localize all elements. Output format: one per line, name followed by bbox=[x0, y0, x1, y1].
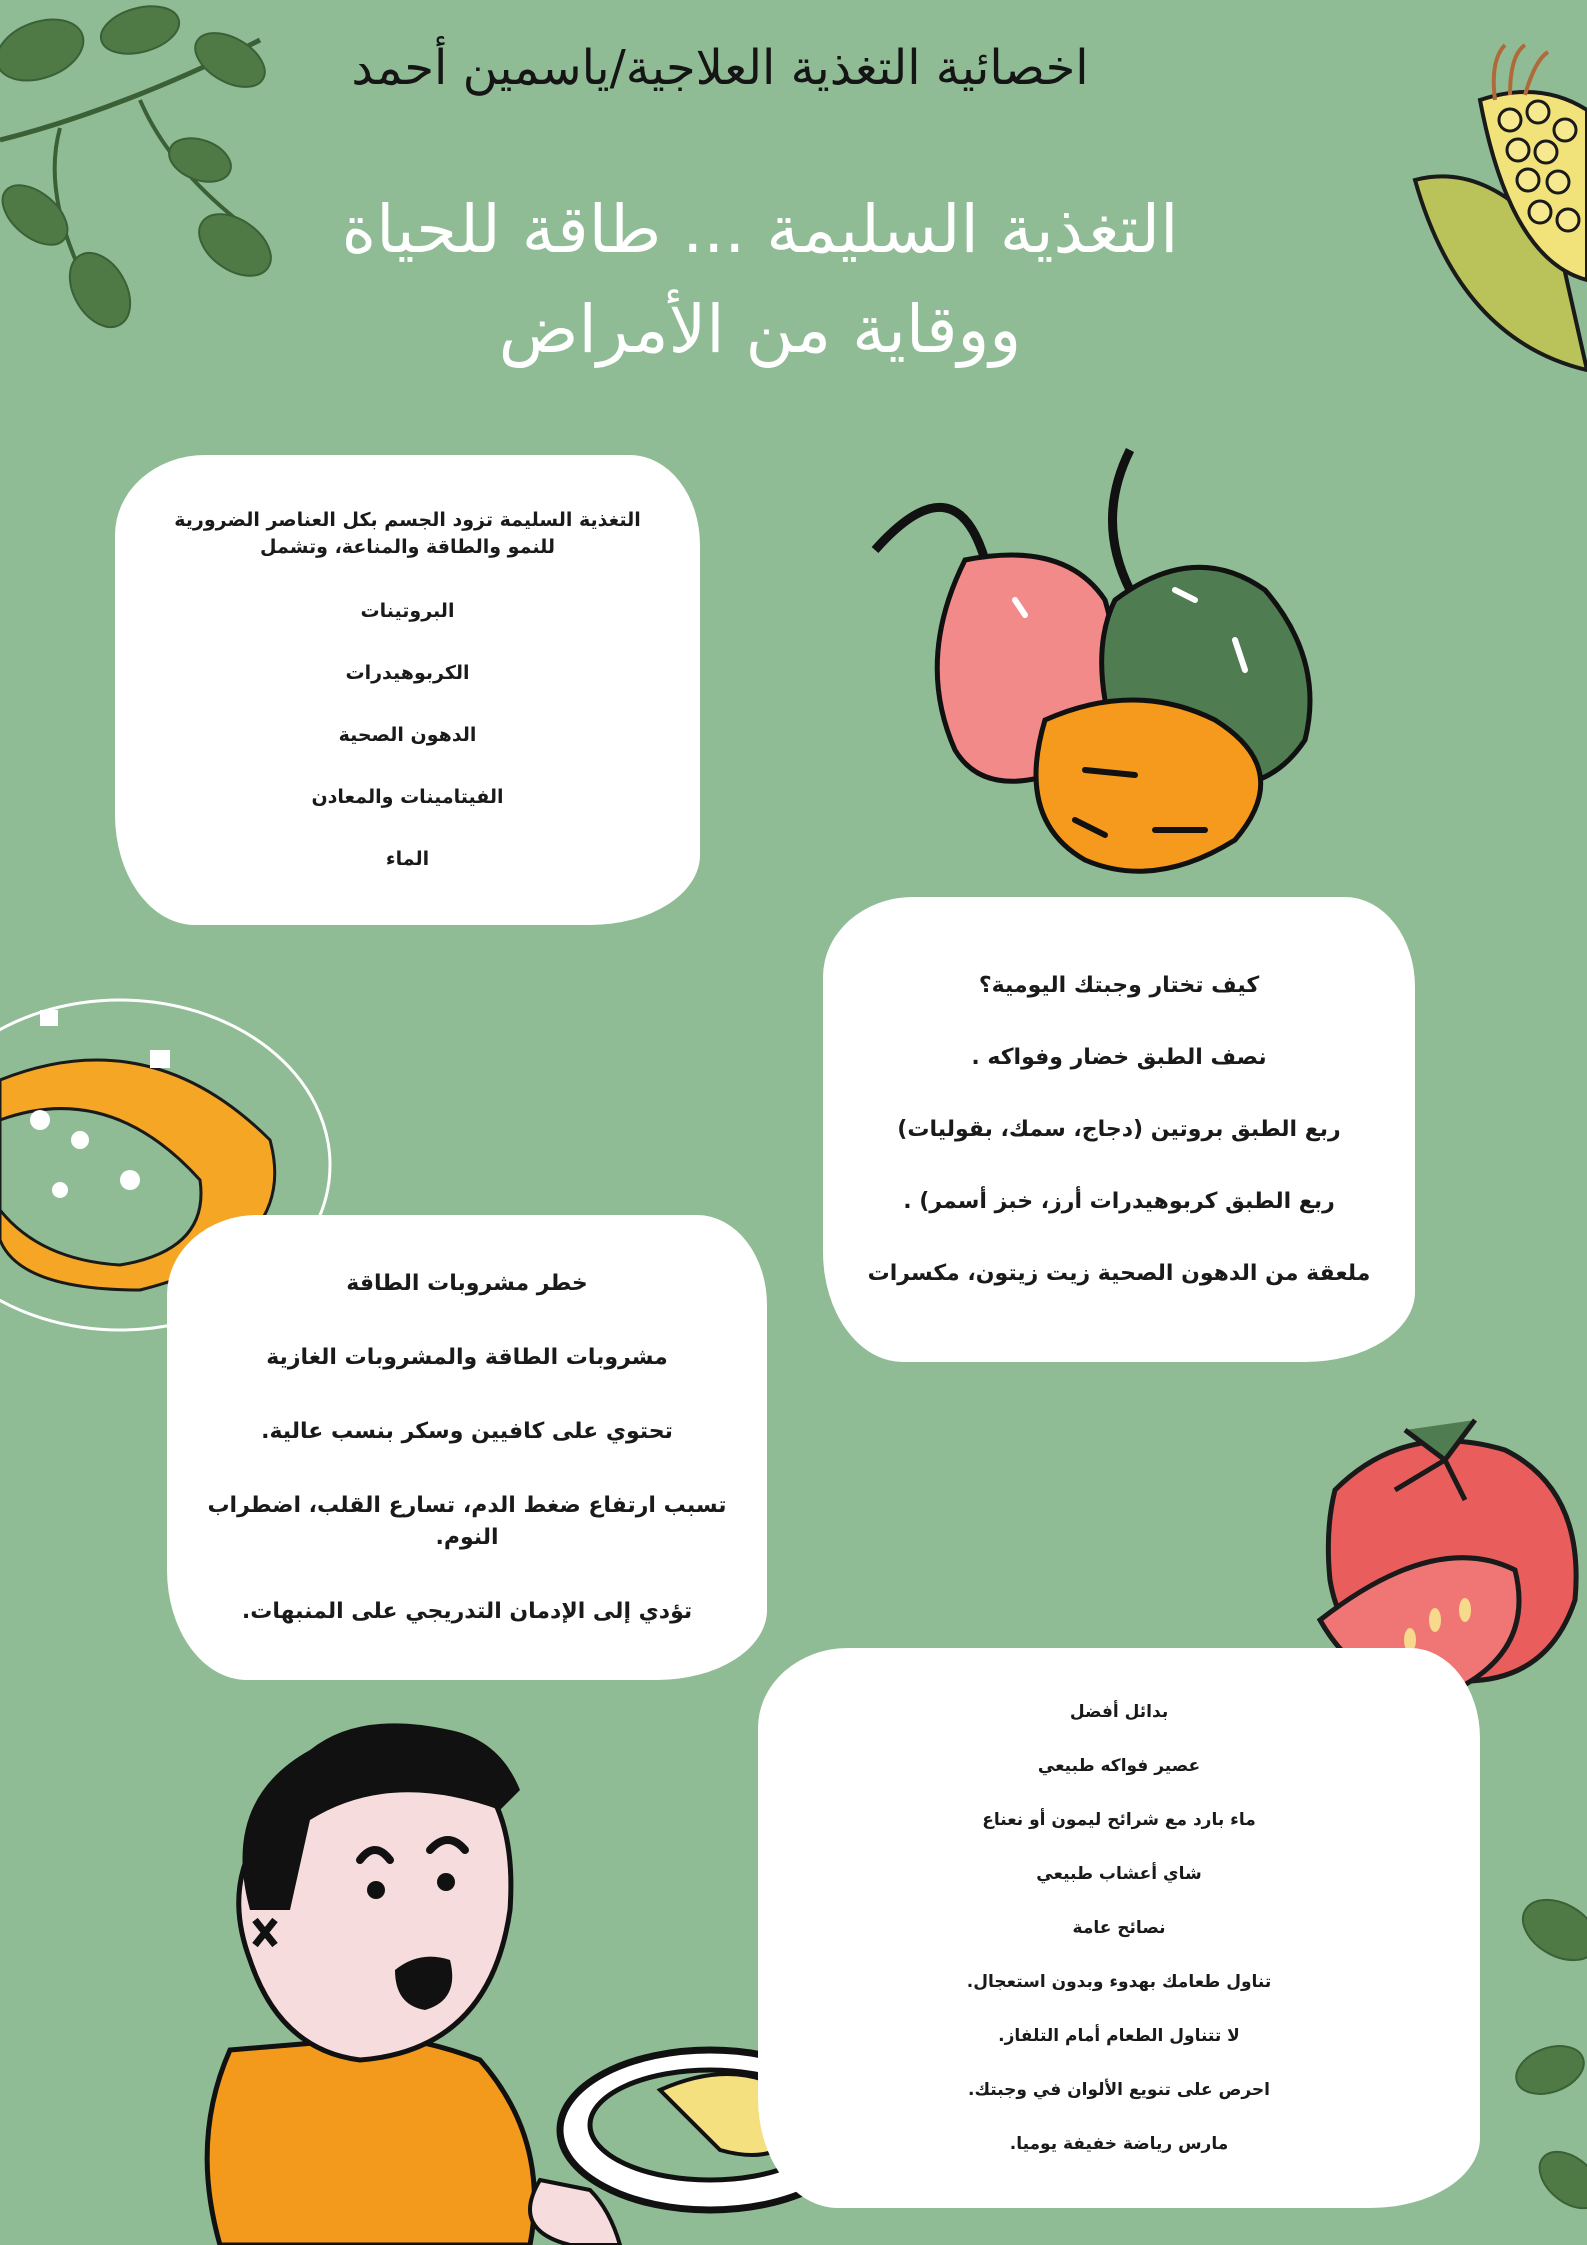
daily-meal-card bbox=[823, 897, 1415, 1362]
bell-peppers-icon bbox=[835, 440, 1415, 900]
energy-drinks-heading: خطر مشروبات الطاقة bbox=[346, 1270, 588, 1296]
list-item: لا تتناول الطعام أمام التلفاز. bbox=[998, 2026, 1240, 2046]
page-title bbox=[260, 180, 1260, 380]
tips-card bbox=[758, 1648, 1480, 2208]
herb-leaves-top-left-icon bbox=[0, 0, 300, 340]
list-item: تناول طعامك بهدوء وبدون استعجال. bbox=[966, 1972, 1272, 1992]
list-item: تحتوي على كافيين وسكر بنسب عالية. bbox=[261, 1418, 673, 1444]
title-line-1: التغذية السليمة ... طاقة للحياة bbox=[341, 191, 1179, 268]
list-item: تسبب ارتفاع ضغط الدم، تسارع القلب، اضطراب النوم. bbox=[207, 1492, 727, 1550]
list-item: ربع الطبق كربوهيدرات أرز، خبز أسمر) . bbox=[903, 1188, 1335, 1214]
list-item: ربع الطبق بروتين (دجاج، سمك، بقوليات) bbox=[897, 1116, 1341, 1142]
list-item: نصف الطبق خضار وفواكه . bbox=[971, 1044, 1267, 1070]
list-item: ملعقة من الدهون الصحية زيت زيتون، مكسرات bbox=[867, 1260, 1371, 1286]
list-item: الدهون الصحية bbox=[338, 724, 477, 746]
daily-meal-heading: كيف تختار وجبتك اليومية؟ bbox=[978, 972, 1260, 998]
list-item: البروتينات bbox=[360, 600, 455, 622]
list-item: الماء bbox=[385, 848, 430, 870]
corn-icon bbox=[1400, 40, 1587, 370]
list-item: مشروبات الطاقة والمشروبات الغازية bbox=[266, 1344, 668, 1370]
list-item: شاي أعشاب طبيعي bbox=[1036, 1864, 1202, 1884]
list-item: مارس رياضة خفيفة يوميا. bbox=[1009, 2134, 1229, 2154]
list-item: ماء بارد مع شرائح ليمون أو نعناع bbox=[982, 1810, 1256, 1830]
herb-leaves-bottom-right-icon bbox=[1500, 1890, 1587, 2230]
nutrients-intro: التغذية السليمة تزود الجسم بكل العناصر الضرورية للنمو والطاقة والمناعة، وتشمل bbox=[174, 509, 641, 558]
alternatives-heading: بدائل أفضل bbox=[1069, 1702, 1169, 1722]
tips-heading: نصائح عامة bbox=[1072, 1918, 1166, 1938]
energy-drinks-card bbox=[167, 1215, 767, 1680]
list-item: احرص على تنويع الألوان في وجبتك. bbox=[967, 2080, 1271, 2100]
title-line-2: ووقاية من الأمراض bbox=[498, 291, 1022, 368]
list-item: تؤدي إلى الإدمان التدريجي على المنبهات. bbox=[241, 1598, 693, 1624]
list-item: الكربوهيدرات bbox=[345, 662, 470, 684]
list-item: عصير فواكه طبيعي bbox=[1037, 1756, 1201, 1776]
list-item: الفيتامينات والمعادن bbox=[311, 786, 504, 808]
nutrients-card bbox=[115, 455, 700, 925]
author-name: اخصائية التغذية العلاجية/ياسمين أحمد bbox=[351, 40, 1089, 96]
